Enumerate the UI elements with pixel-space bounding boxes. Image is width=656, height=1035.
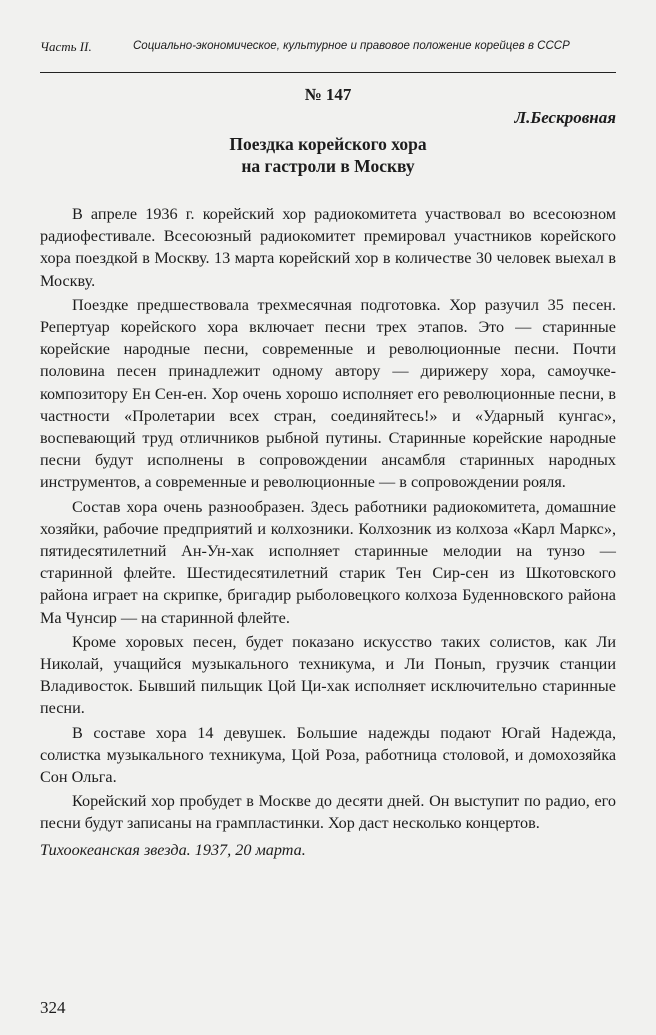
source-citation: Тихоокеанская звезда. 1937, 20 марта. — [40, 840, 306, 859]
body-paragraph: Кроме хоровых песен, будет показано искусство таких солистов, как Ли Николай, учащийся музыкального техникума, и Ли Поныn, грузчик станции Владивосток. Бывший пильщик Цой Ци-хак исполняет исключительно старинные песни. — [40, 632, 616, 718]
document-title — [0, 133, 656, 177]
document-author: Л.Бескровная — [514, 108, 616, 127]
header-section-title: Социально-экономическое, культурное и правовое положение корейцев в СССР — [133, 40, 570, 52]
running-header — [40, 36, 616, 73]
document-title-line-2: на гастроли в Москву — [241, 156, 415, 176]
page-number: 324 — [40, 998, 66, 1017]
document-number: № 147 — [304, 85, 352, 104]
body-paragraph: В апреле 1936 г. корейский хор радиокомитета участвовал во всесоюзном радиофестивале. Всесоюзный радиокомитет премировал участников корейского хора поездкой в Москву. 13 марта корейский хор в количестве 30 человек выехал в Москву. — [40, 205, 616, 290]
body-paragraph: Состав хора очень разнообразен. Здесь работники радиокомитета, домашние хозяйки, рабочие предприятий и колхозники. Колхозник из колхоза «Карл Маркс», пятидесятилетний Ан-Ун-хак исполняет старинные мелодии на тунзо — старинной флейте. Шестидесятилетний старик Тен Сир-сен из Шкотовского района играет на скрипке, бригадир рыболовецкого колхоза Буденновского района Ма Чунсир — на старинной флейте. — [40, 497, 616, 627]
body-paragraph: В составе хора 14 девушек. Большие надежды подают Югай Надежда, солистка музыкального техникума, Цой Роза, работница столовой, и домохозяйка Сон Ольга. — [40, 723, 616, 787]
body-paragraph: Корейский хор пробудет в Москве до десяти дней. Он выступит по радио, его песни будут записаны на грампластинки. Хор даст несколько концертов. — [40, 792, 616, 833]
document-title-line-1: Поездка корейского хора — [229, 134, 427, 154]
document-body — [40, 203, 616, 861]
header-part-label: Часть II. — [40, 39, 92, 54]
body-paragraph: Поездке предшествовала трехмесячная подготовка. Хор разучил 35 песен. Репертуар корейского хора включает песни трех этапов. Это — старинные корейские народные песни, современные и революционные песни. Почти половина песен принадлежит одному автору — дирижеру хора, самоучке-композитору Ен Сен-ен. Хор очень хорошо исполняет его революционные песни, в частности «Пролетарии всех стран, соединяйтесь!» и «Ударный кунгас», воспевающий труд отличников рыбной путины. Старинные корейские народные песни будут исполнены в сопровождении ансамбля старинных народных инструментов, а современные и революционные — в сопровождении рояля. — [40, 295, 616, 492]
